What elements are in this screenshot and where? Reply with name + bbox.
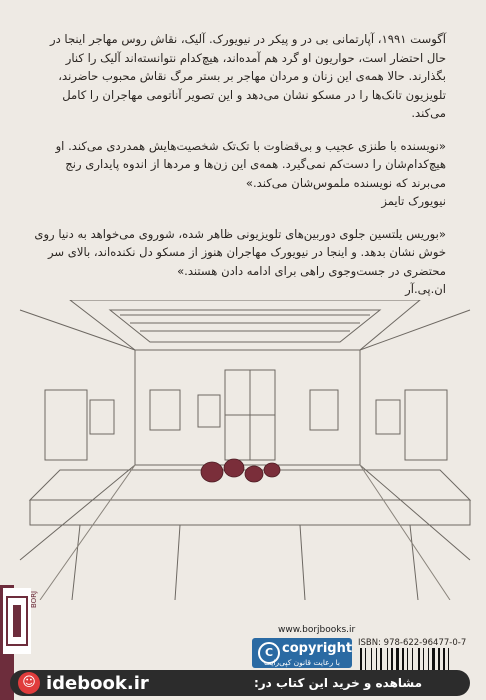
pomegranate-3 <box>245 466 263 482</box>
frame-left-2 <box>198 395 220 427</box>
watermark-bar[interactable] <box>0 672 486 700</box>
pomegranate-1 <box>201 462 223 482</box>
review-source-1: نیویورک تایمز <box>381 194 446 208</box>
frame-right-1 <box>310 390 338 430</box>
ceiling-lines <box>120 315 370 331</box>
watermark-logo-icon: ☺ <box>18 672 40 694</box>
review-quote-1: «نویسنده با طنزی عجیب و بی‌قضاوت با تک‌تک شخصیت‌هایش همدردی می‌کند. او هیچ‌کدام‌شان را دست‌کم نمی‌گیرد. همه‌ی این زن‌ها و مردها از اندوه پایداری رنج می‌برند که نویسنده ملموس‌شان می‌کند.» <box>55 138 446 190</box>
copyright-icon: C <box>258 642 280 664</box>
publisher-website[interactable]: www.borjbooks.ir <box>278 625 356 635</box>
copyright-badge <box>252 638 352 668</box>
illustration-svg <box>0 300 486 600</box>
frame-left-1 <box>150 390 180 430</box>
left-wall <box>20 310 135 560</box>
frame-right-wall <box>405 390 447 460</box>
copyright-word: copyright <box>282 641 353 656</box>
back-cover-text <box>28 30 446 299</box>
table-legs <box>72 525 418 600</box>
review-quote-2: «بوریس یلتسین جلوی دوربین‌های تلویزیونی ظاهر شده، شوروی می‌خواهد به دنیا روی خوش نشان بدهد. و اینجا در نیویورک مهاجران هنوز از مسکو دل نکنده‌اند، بالای سر محتضری در جست‌وجوی راهی برای ادامه دادن هستند.» <box>34 226 446 278</box>
copyright-subtext: با رعایت قانون کپی‌رایت <box>264 658 340 667</box>
pomegranate-4 <box>264 463 280 477</box>
publisher-latin-name: BORJ <box>30 590 38 608</box>
review-source-2: ان.پی.آر <box>405 282 446 296</box>
watermark-brand[interactable]: idebook.ir <box>46 673 149 694</box>
right-wall <box>360 310 470 560</box>
watermark-cta[interactable]: مشاهده و خرید این کتاب در: <box>206 670 470 696</box>
frame-left-wall <box>45 390 87 460</box>
isbn-label: ISBN: 978-622-96477-0-7 <box>358 638 467 648</box>
synopsis-paragraph: آگوست ۱۹۹۱، آپارتمانی بی در و پیکر در نیویورک. آلیک، نقاش روس مهاجر اینجا در حال احتضار است، حواریون او گرد هم آمده‌اند، هیچ‌کدام نتوانسته‌اند آلیک را کنار بگذارند. حالا همه‌ی این زنان و مردان مهاجر بر بستر مرگ نقاش محبوب حاضرند، تلویزیون تانک‌ها را در مسکو نشان می‌دهد و این تصویر آناتومی مهاجران را کامل می‌کند. <box>49 32 446 120</box>
pomegranate-2 <box>224 459 244 477</box>
room-illustration <box>0 300 486 600</box>
